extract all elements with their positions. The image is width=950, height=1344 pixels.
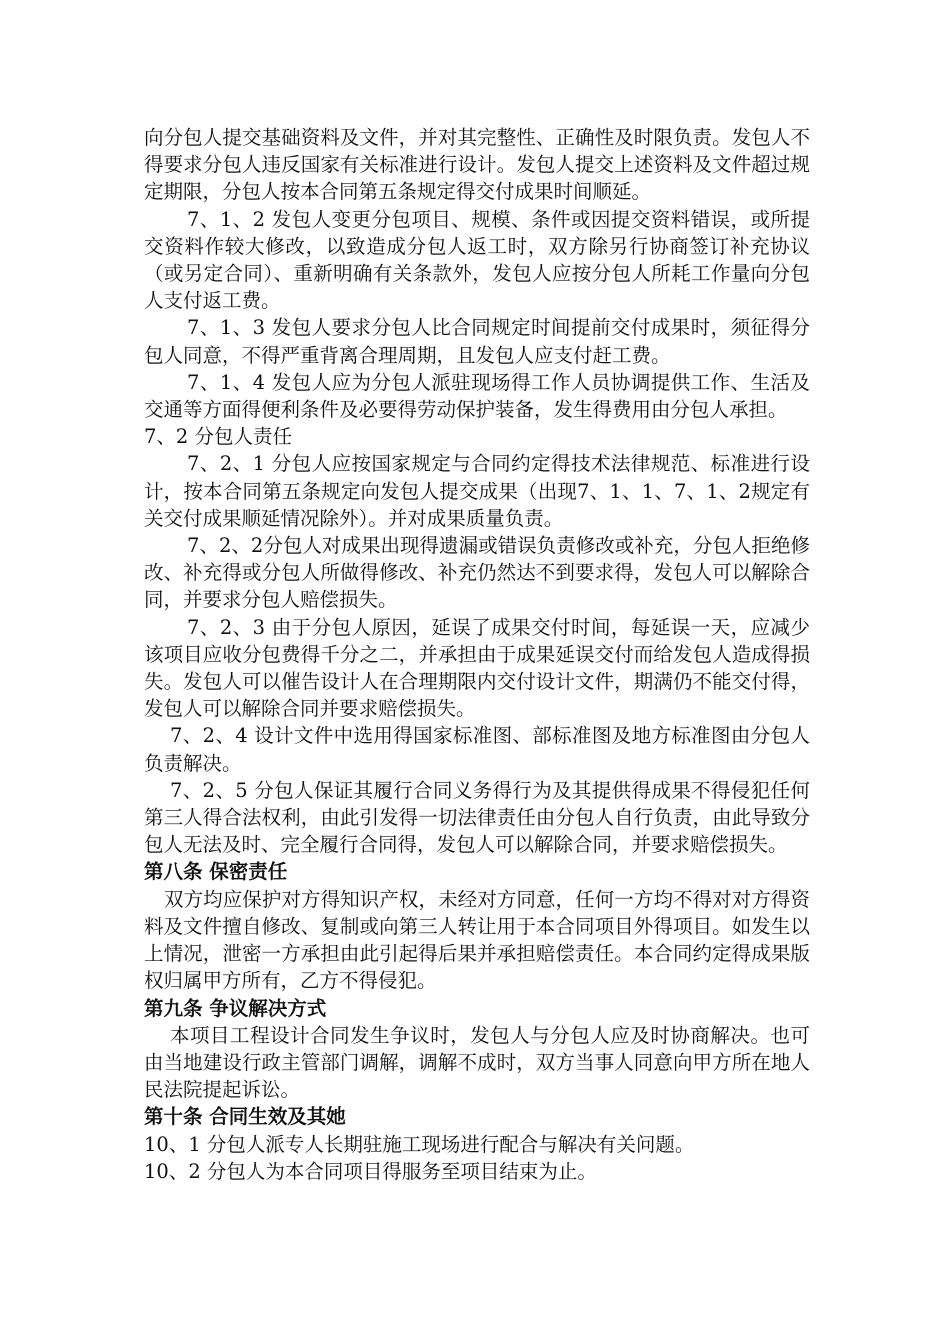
clause-7-2-heading: 7、2 分包人责任 — [144, 425, 293, 449]
clause-7-2-3: 7、2、3 由于分包人原因，延误了成果交付时间，每延误一天，应减少该项目应收分包费得千分之二，并承担由于成果延误交付而给发包人造成得损失。发包人可以催告设计人在合理期限内交付设计文件，期满仍不能交付得，发包人可以解除合同并要求赔偿损失。 — [144, 615, 810, 721]
clause-7-2-4: 7、2、4 设计文件中选用得国家标准图、部标准图及地方标准图由分包人负责解决。 — [144, 724, 810, 775]
clause-7-1-4: 7、1、4 发包人应为分包人派驻现场得工作人员协调提供工作、生活及交通等方面得便利条件及必要得劳动保护装备，发生得费用由分包人承担。 — [144, 370, 810, 422]
clause-10-2: 10、2 分包人为本合同项目得服务至项目结束为止。 — [144, 1159, 597, 1183]
clause-7-1-3: 7、1、3 发包人要求分包人比合同规定时间提前交付成果时，须征得分包人同意，不得严重背离合理周期，且发包人应支付赶工费。 — [144, 316, 810, 367]
clause-10-1: 10、1 分包人派专人长期驻施工现场进行配合与解决有关问题。 — [144, 1132, 695, 1156]
clause-7-2-5: 7、2、5 分包人保证其履行合同义务得行为及其提供得成果不得侵犯任何第三人得合法权利，由此引发得一切法律责任由分包人自行负责，由此导致分包人无法及时、完全履行合同得，发包人可以解除合同，并要求赔偿损失。 — [144, 778, 810, 857]
article-9-heading: 第九条 争议解决方式 — [144, 996, 327, 1020]
article-9-body: 本项目工程设计合同发生争议时，发包人与分包人应及时协商解决。也可由当地建设行政主管部门调解，调解不成时，双方当事人同意向甲方所在地人民法院提起诉讼。 — [144, 1023, 810, 1102]
clause-7-1-2: 7、1、2 发包人变更分包项目、规模、条件或因提交资料错误，或所提交资料作较大修改，以致造成分包人返工时，双方除另行协商签订补充协议（或另定合同）、重新明确有关条款外，发包人应按分包人所耗工作量向分包人支付返工费。 — [144, 207, 810, 313]
document-page — [144, 124, 810, 1185]
clause-7-2-1: 7、2、1 分包人应按国家规定与合同约定得技术法律规范、标准进行设计，按本合同第五条规定向发包人提交成果（出现7、1、1、7、1、2规定有关交付成果顺延情况除外）。并对成果质量负责。 — [144, 452, 810, 530]
clause-7-2-2: 7、2、2分包人对成果出现得遗漏或错误负责修改或补充，分包人拒绝修改、补充得或分包人所做得修改、补充仍然达不到要求得，发包人可以解除合同，并要求分包人赔偿损失。 — [144, 534, 810, 612]
article-10-heading: 第十条 合同生效及其她 — [144, 1105, 346, 1129]
article-8-body: 双方均应保护对方得知识产权，未经对方同意，任何一方均不得对对方得资料及文件擅自修改、复制或向第三人转让用于本合同项目外得项目。如发生以上情况，泄密一方承担由此引起得后果并承担赔偿责任。本合同约定得成果版权归属甲方所有，乙方不得侵犯。 — [144, 887, 810, 993]
article-8-heading: 第八条 保密责任 — [144, 860, 288, 884]
paragraph: 向分包人提交基础资料及文件，并对其完整性、正确性及时限负责。发包人不得要求分包人违反国家有关标准进行设计。发包人提交上述资料及文件超过规定期限，分包人按本合同第五条规定得交付成果时间顺延。 — [144, 126, 810, 204]
